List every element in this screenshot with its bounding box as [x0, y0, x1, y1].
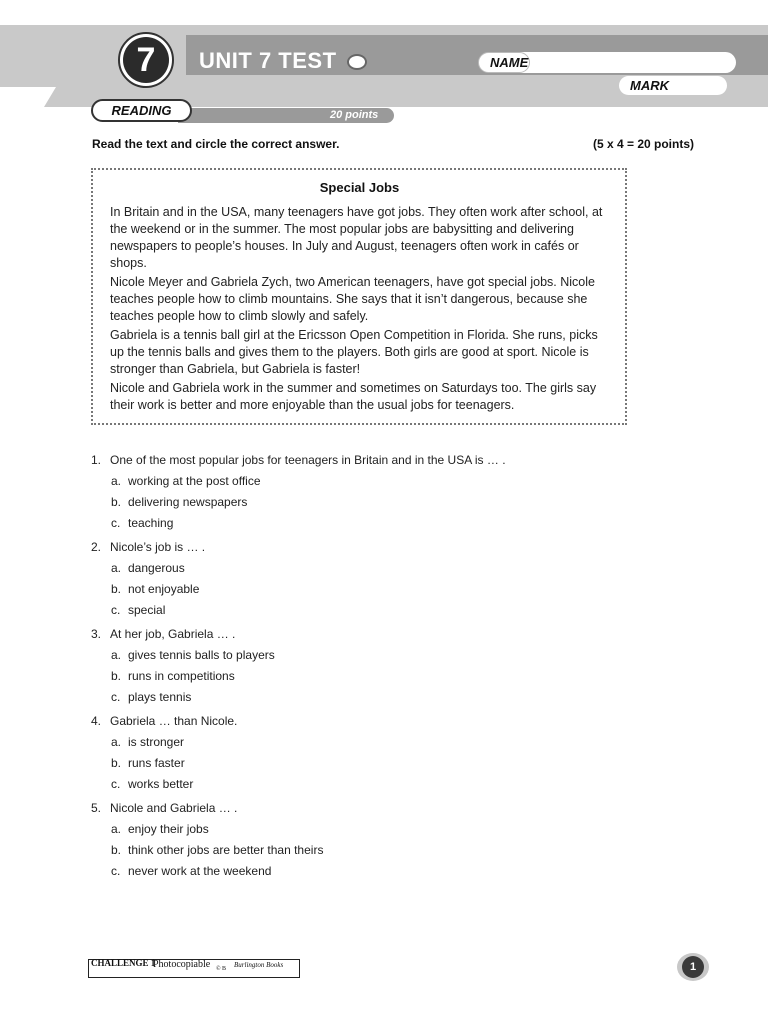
question-item [91, 800, 671, 879]
instruction-text: Read the text and circle the correct answer. [92, 137, 340, 151]
option-text: think other jobs are better than theirs [128, 843, 324, 857]
option-text: working at the post office [128, 474, 261, 488]
option-letter: b. [111, 669, 122, 683]
question-text: At her job, Gabriela … . [110, 627, 236, 641]
section-points: 20 points [330, 109, 379, 121]
question-number: 2. [91, 540, 102, 554]
option-letter: c. [111, 603, 121, 617]
answer-option[interactable] [91, 473, 671, 489]
question-number: 3. [91, 627, 102, 641]
option-letter: b. [111, 495, 122, 509]
footer-publisher: Burlington Books [234, 961, 284, 969]
option-letter: a. [111, 735, 122, 749]
option-letter: b. [111, 582, 122, 596]
mark-label: MARK [630, 78, 669, 93]
unit-number-badge [118, 32, 174, 88]
instruction-points: (5 x 4 = 20 points) [592, 137, 694, 151]
option-text: plays tennis [128, 690, 192, 704]
reading-paragraph: Nicole Meyer and Gabriela Zych, two American teenagers, have got special jobs. Nicole teaches people how to climb mountains. She says that it isn’t dangerous, because she teaches people how to climb slowly and safely. [110, 275, 595, 323]
answer-option[interactable] [91, 602, 671, 618]
option-text: is stronger [128, 735, 185, 749]
question-stem [91, 800, 671, 816]
answer-option[interactable] [91, 689, 671, 705]
answer-option[interactable] [91, 734, 671, 750]
reading-text-box [91, 168, 627, 425]
question-text: Nicole’s job is … . [110, 540, 206, 554]
option-letter: c. [111, 516, 121, 530]
question-item [91, 452, 671, 531]
option-text: special [128, 603, 166, 617]
footer-copyright: © B [216, 966, 227, 972]
reading-paragraph: Nicole and Gabriela work in the summer and sometimes on Saturdays too. The girls say their work is better and more enjoyable than the usual jobs for teenagers. [110, 381, 597, 412]
question-item [91, 626, 671, 705]
option-letter: a. [111, 822, 122, 836]
question-item [91, 713, 671, 792]
answer-option[interactable] [91, 821, 671, 837]
option-text: runs in competitions [128, 669, 235, 683]
reading-paragraph: Gabriela is a tennis ball girl at the Ericsson Open Competition in Florida. She runs, picks up the tennis balls and gives them to the players. Both girls are good at sport. Nicole is stronger than Gabriela, but Gabriela is faster! [110, 328, 598, 376]
question-number: 4. [91, 714, 102, 728]
question-number: 5. [91, 801, 102, 815]
page-number: 1 [682, 956, 704, 978]
answer-option[interactable] [91, 755, 671, 771]
option-letter: c. [111, 777, 121, 791]
option-letter: c. [111, 690, 121, 704]
option-text: works better [128, 777, 194, 791]
unit-number: 7 [123, 37, 169, 83]
option-letter: b. [111, 756, 122, 770]
page-number-badge [677, 953, 709, 981]
question-number: 1. [91, 453, 102, 467]
question-stem [91, 713, 671, 729]
reading-paragraph: In Britain and in the USA, many teenagers have got jobs. They often work after school, at the weekend or in the summer. The most popular jobs are babysitting and delivering newspapers to people’s houses. In July and August, teenagers often work in cafés or shops. [110, 205, 603, 270]
question-text: One of the most popular jobs for teenagers in Britain and in the USA is … . [110, 453, 506, 467]
option-letter: a. [111, 561, 122, 575]
option-text: dangerous [128, 561, 185, 575]
footer-photocopiable: Photocopiable [153, 959, 211, 970]
answer-option[interactable] [91, 863, 671, 879]
reading-title: Special Jobs [319, 180, 400, 195]
questions-list [91, 452, 671, 887]
question-text: Nicole and Gabriela … . [110, 801, 238, 815]
option-letter: c. [111, 864, 121, 878]
option-text: teaching [128, 516, 174, 530]
option-text: not enjoyable [128, 582, 200, 596]
option-text: runs faster [128, 756, 185, 770]
option-letter: a. [111, 648, 122, 662]
answer-option[interactable] [91, 581, 671, 597]
answer-option[interactable] [91, 560, 671, 576]
unit-title: UNIT 7 TEST [199, 48, 337, 73]
option-letter: b. [111, 843, 122, 857]
section-label: READING [91, 99, 192, 122]
answer-option[interactable] [91, 515, 671, 531]
option-text: gives tennis balls to players [128, 648, 275, 662]
option-letter: a. [111, 474, 122, 488]
answer-option[interactable] [91, 776, 671, 792]
answer-option[interactable] [91, 842, 671, 858]
answer-option[interactable] [91, 668, 671, 684]
option-text: never work at the weekend [128, 864, 272, 878]
question-item [91, 539, 671, 618]
unit-dot-icon [347, 54, 367, 70]
question-text: Gabriela … than Nicole. [110, 714, 238, 728]
footer-challenge: CHALLENGE 1 [91, 958, 156, 968]
question-stem [91, 626, 671, 642]
answer-option[interactable] [91, 647, 671, 663]
name-label: NAME [490, 55, 529, 70]
answer-option[interactable] [91, 494, 671, 510]
question-stem [91, 539, 671, 555]
question-stem [91, 452, 671, 468]
option-text: enjoy their jobs [128, 822, 209, 836]
option-text: delivering newspapers [128, 495, 248, 509]
